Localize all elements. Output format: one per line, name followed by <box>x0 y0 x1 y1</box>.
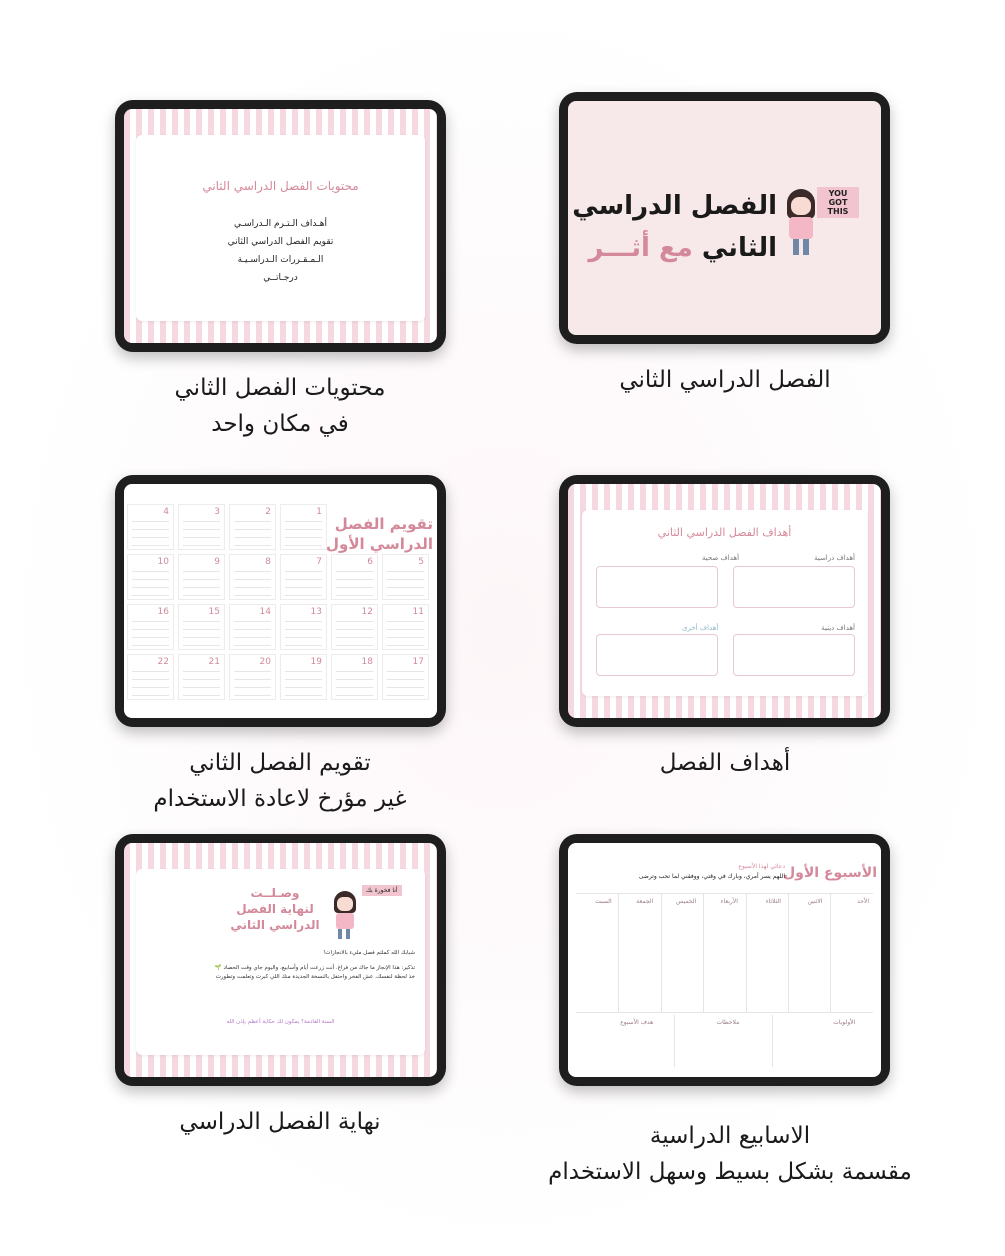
week-day-fri: الجمعة <box>636 898 654 905</box>
cover-title-line2 <box>588 233 777 263</box>
caption-calendar-line1: تقويم الفصل الثاني <box>189 750 371 776</box>
week-day-wed: الأربعاء <box>720 898 738 905</box>
calendar-day-number: 21 <box>208 657 220 667</box>
week-divider <box>830 894 831 1012</box>
goal-box-other[interactable] <box>596 634 718 676</box>
week-divider <box>788 894 789 1012</box>
goals-screen <box>568 484 881 718</box>
calendar-day-cell[interactable] <box>229 504 276 550</box>
end-sticker: أنا فخورة بك <box>362 885 402 896</box>
week-day-sun: الأحد <box>857 898 869 905</box>
footer-divider <box>772 1015 773 1067</box>
calendar-day-line <box>234 595 271 596</box>
calendar-day-line <box>183 545 220 546</box>
footer-divider <box>674 1015 675 1067</box>
calendar-day-number: 10 <box>157 557 169 567</box>
calendar-day-number: 14 <box>259 607 271 617</box>
calendar-day-line <box>336 645 373 646</box>
contents-screen <box>124 109 437 343</box>
calendar-day-line <box>387 587 424 588</box>
calendar-day-line <box>234 671 271 672</box>
calendar-day-line <box>336 679 373 680</box>
week-day-thu: الخميس <box>676 898 697 905</box>
end-paragraph: تذكير: هذا الإنجاز ما جاك من فراغ. أنت زرعت أيام وأسابيع، واليوم جاي وقت الحصاد 🌱 <box>214 965 415 971</box>
week-divider <box>661 894 662 1012</box>
goals-card <box>582 510 867 696</box>
calendar-day-line <box>132 595 169 596</box>
calendar-day-line <box>132 537 169 538</box>
calendar-day-cell[interactable] <box>127 654 174 700</box>
calendar-day-line <box>234 679 271 680</box>
goal-label-study: أهداف دراسية <box>814 554 855 562</box>
end-title-line3: الدراسي الثاني <box>230 918 320 932</box>
caption-contents-line1: محتويات الفصل الثاني <box>174 375 386 401</box>
calendar-day-cell[interactable] <box>178 504 225 550</box>
week-footer <box>576 1015 873 1067</box>
calendar-day-cell[interactable] <box>229 654 276 700</box>
calendar-day-line <box>387 687 424 688</box>
calendar-day-line <box>132 529 169 530</box>
calendar-day-line <box>183 579 220 580</box>
calendar-day-line <box>387 579 424 580</box>
calendar-day-line <box>183 629 220 630</box>
calendar-grid <box>124 484 437 718</box>
girl-illustration <box>332 891 358 939</box>
contents-item: الـمـقـررات الـدراسـيـة <box>237 255 324 265</box>
calendar-day-line <box>183 521 220 522</box>
contents-item: درجـاتــي <box>263 273 298 283</box>
calendar-day-line <box>285 671 322 672</box>
calendar-day-line <box>132 571 169 572</box>
week-notes: ملاحظات <box>716 1019 740 1026</box>
calendar-day-line <box>387 679 424 680</box>
calendar-day-line <box>285 595 322 596</box>
calendar-day-number: 5 <box>418 557 424 567</box>
calendar-day-line <box>132 579 169 580</box>
goal-box-health[interactable] <box>596 566 718 608</box>
tablet-contents <box>115 100 446 352</box>
calendar-day-cell[interactable] <box>382 604 429 650</box>
caption-weeks-line2: مقسمة بشكل بسيط وسهل الاستخدام <box>548 1159 912 1185</box>
cover-title-athar: مع أثـــر <box>588 233 693 263</box>
week-day-sat: السبت <box>595 898 612 905</box>
calendar-day-number: 4 <box>163 507 169 517</box>
goals-title: أهداف الفصل الدراسي الثاني <box>657 526 792 539</box>
calendar-day-cell[interactable] <box>229 604 276 650</box>
end-paragraph: شبابك الله كملتم فصل مليء بالانجازات! <box>323 950 415 956</box>
calendar-day-line <box>183 671 220 672</box>
calendar-day-line <box>387 629 424 630</box>
contents-list <box>136 215 425 287</box>
calendar-title-line2: الدراسي الأول <box>325 535 433 553</box>
calendar-day-line <box>183 645 220 646</box>
calendar-day-line <box>183 687 220 688</box>
calendar-day-number: 17 <box>412 657 424 667</box>
contents-title: محتويات الفصل الدراسي الثاني <box>202 179 359 193</box>
week-day-mon: الاثنين <box>807 898 823 905</box>
calendar-day-line <box>234 587 271 588</box>
calendar-day-cell[interactable] <box>280 554 327 600</box>
week-divider <box>703 894 704 1012</box>
calendar-day-line <box>183 595 220 596</box>
calendar-day-line <box>132 679 169 680</box>
calendar-day-line <box>132 671 169 672</box>
calendar-day-number: 16 <box>157 607 169 617</box>
caption-calendar-line2: غير مؤرخ لاعادة الاستخدام <box>153 786 407 812</box>
calendar-day-cell[interactable] <box>331 604 378 650</box>
calendar-day-line <box>234 687 271 688</box>
calendar-day-line <box>285 521 322 522</box>
tablet-cover <box>559 92 890 344</box>
calendar-day-number: 22 <box>157 657 169 667</box>
cover-screen <box>568 101 881 335</box>
calendar-day-line <box>234 537 271 538</box>
week-day-tue: الثلاثاء <box>765 898 781 905</box>
contents-item: تقويم الفصل الدراسي الثاني <box>227 237 334 247</box>
calendar-day-line <box>183 587 220 588</box>
calendar-day-number: 7 <box>316 557 322 567</box>
caption-end: نهاية الفصل الدراسي <box>179 1109 381 1135</box>
calendar-day-cell[interactable] <box>178 654 225 700</box>
calendar-day-line <box>183 571 220 572</box>
calendar-day-line <box>132 645 169 646</box>
cover-title-line1: الفصل الدراسي <box>572 191 777 221</box>
calendar-day-line <box>234 521 271 522</box>
end-title-line1: وصـلــت <box>250 886 300 900</box>
calendar-day-line <box>234 621 271 622</box>
calendar-day-number: 9 <box>214 557 220 567</box>
calendar-day-line <box>285 679 322 680</box>
week-divider <box>746 894 747 1012</box>
week-divider <box>618 894 619 1012</box>
calendar-day-line <box>285 687 322 688</box>
calendar-day-line <box>132 545 169 546</box>
calendar-day-number: 6 <box>367 557 373 567</box>
end-title <box>220 885 330 933</box>
calendar-day-cell[interactable] <box>280 604 327 650</box>
calendar-day-line <box>336 587 373 588</box>
calendar-day-cell[interactable] <box>382 654 429 700</box>
week-title: الأسبوع الأول <box>783 865 877 881</box>
calendar-day-line <box>234 629 271 630</box>
calendar-day-number: 18 <box>361 657 373 667</box>
calendar-day-line <box>285 529 322 530</box>
calendar-day-line <box>183 637 220 638</box>
calendar-day-cell[interactable] <box>331 654 378 700</box>
calendar-day-line <box>336 621 373 622</box>
goal-box-religious[interactable] <box>733 634 855 676</box>
calendar-day-line <box>132 687 169 688</box>
tablet-goals <box>559 475 890 727</box>
calendar-day-line <box>336 629 373 630</box>
calendar-day-line <box>285 579 322 580</box>
calendar-day-line <box>285 621 322 622</box>
week-goal: هدف الأسبوع <box>620 1019 654 1026</box>
end-footer: السنة القادمة؟ يمكون لك حكاية أعظم بإذن الله <box>226 1019 335 1025</box>
end-title-line2: لنهاية الفصل <box>236 902 314 916</box>
calendar-title-line1: تقويم الفصل <box>334 515 433 533</box>
calendar-day-line <box>336 695 373 696</box>
calendar-day-line <box>387 637 424 638</box>
goal-label-religious: أهداف دينية <box>821 624 855 632</box>
week-table <box>576 893 873 1013</box>
calendar-day-number: 11 <box>412 607 424 617</box>
calendar-day-line <box>336 579 373 580</box>
calendar-day-cell[interactable] <box>229 554 276 600</box>
calendar-day-cell[interactable] <box>127 604 174 650</box>
calendar-day-line <box>132 521 169 522</box>
calendar-day-line <box>285 629 322 630</box>
tablet-calendar <box>115 475 446 727</box>
calendar-day-line <box>132 637 169 638</box>
calendar-day-line <box>387 595 424 596</box>
calendar-day-cell[interactable] <box>127 504 174 550</box>
calendar-day-line <box>234 571 271 572</box>
calendar-day-number: 1 <box>316 507 322 517</box>
calendar-day-line <box>387 621 424 622</box>
calendar-day-line <box>234 545 271 546</box>
calendar-day-line <box>336 637 373 638</box>
end-screen <box>124 843 437 1077</box>
calendar-day-line <box>234 637 271 638</box>
calendar-day-line <box>387 671 424 672</box>
calendar-day-cell[interactable] <box>178 554 225 600</box>
week-dua-label: دعائي لهذا الأسبوع <box>738 863 785 870</box>
calendar-day-line <box>183 529 220 530</box>
calendar-day-number: 8 <box>265 557 271 567</box>
calendar-day-line <box>132 629 169 630</box>
calendar-day-line <box>234 579 271 580</box>
end-body <box>176 949 415 982</box>
calendar-day-number: 2 <box>265 507 271 517</box>
calendar-day-line <box>234 529 271 530</box>
calendar-day-line <box>132 587 169 588</box>
calendar-day-line <box>336 687 373 688</box>
calendar-day-line <box>234 695 271 696</box>
calendar-day-line <box>183 537 220 538</box>
calendar-day-line <box>285 587 322 588</box>
caption-contents-line2: في مكان واحد <box>211 411 349 437</box>
calendar-day-line <box>183 695 220 696</box>
caption-goals: أهداف الفصل <box>659 750 791 776</box>
calendar-day-line <box>387 695 424 696</box>
contents-card <box>136 135 425 321</box>
contents-item: أهـداف الـتـرم الـدراسـي <box>233 219 328 229</box>
calendar-day-number: 19 <box>310 657 322 667</box>
calendar-day-line <box>336 571 373 572</box>
calendar-day-line <box>132 695 169 696</box>
calendar-day-line <box>285 571 322 572</box>
week-dua-text: اللهم يسر أمري، وبارك في وقتي، ووفقني لما تحب وترضى <box>638 873 785 880</box>
calendar-day-line <box>285 645 322 646</box>
calendar-day-number: 3 <box>214 507 220 517</box>
cover-sticker: YOU GOT THIS <box>817 187 859 218</box>
caption-calendar <box>110 745 450 817</box>
end-card <box>136 869 425 1055</box>
calendar-day-line <box>285 637 322 638</box>
calendar-day-cell[interactable] <box>280 654 327 700</box>
week-priorities: الأولويات <box>833 1019 856 1026</box>
calendar-day-cell[interactable] <box>280 504 327 550</box>
calendar-day-line <box>285 545 322 546</box>
goal-box-study[interactable] <box>733 566 855 608</box>
calendar-screen <box>124 484 437 718</box>
goal-label-health: أهداف صحية <box>702 554 740 562</box>
calendar-day-line <box>285 695 322 696</box>
calendar-day-line <box>336 595 373 596</box>
calendar-day-line <box>183 621 220 622</box>
calendar-day-cell[interactable] <box>178 604 225 650</box>
calendar-day-line <box>387 645 424 646</box>
calendar-day-line <box>234 645 271 646</box>
calendar-day-line <box>336 671 373 672</box>
end-paragraph: خذ لحظة لنفسك، عش الفخر واحتفل بالنسخة الجديدة منك اللي كبرت وتعلمت وتطورت <box>215 974 415 980</box>
calendar-day-cell[interactable] <box>382 554 429 600</box>
calendar-day-number: 13 <box>310 607 322 617</box>
calendar-day-number: 12 <box>361 607 373 617</box>
caption-weeks <box>520 1118 940 1190</box>
calendar-day-number: 15 <box>208 607 220 617</box>
calendar-day-line <box>132 621 169 622</box>
tablet-end <box>115 834 446 1086</box>
goal-label-other: أهداف أخرى <box>682 624 719 632</box>
calendar-day-line <box>285 537 322 538</box>
calendar-day-line <box>183 679 220 680</box>
cover-title-second: الثاني <box>701 233 777 263</box>
girl-illustration <box>783 189 819 257</box>
caption-cover: الفصل الدراسي الثاني <box>619 367 831 393</box>
calendar-day-cell[interactable] <box>331 554 378 600</box>
tablet-week <box>559 834 890 1086</box>
caption-contents <box>110 370 450 442</box>
calendar-day-number: 20 <box>259 657 271 667</box>
caption-weeks-line1: الاسابيع الدراسية <box>649 1123 811 1149</box>
calendar-day-line <box>387 571 424 572</box>
week-screen <box>568 843 881 1077</box>
calendar-day-cell[interactable] <box>127 554 174 600</box>
